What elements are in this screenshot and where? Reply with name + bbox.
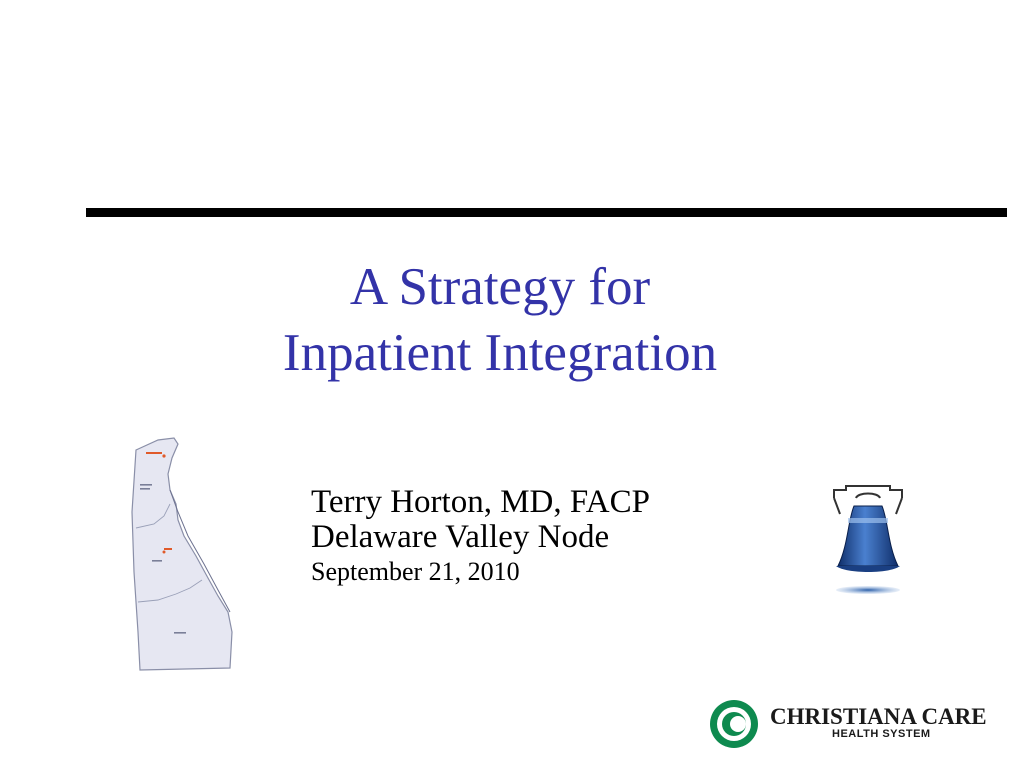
- presenter-info: [311, 485, 650, 589]
- logo-name-text: CHRISTIANA CARE: [770, 704, 987, 729]
- title-divider-rule: [86, 208, 1007, 217]
- christiana-care-logo-mark-icon: [708, 698, 760, 750]
- presenter-name: Terry Horton, MD, FACP: [311, 484, 650, 520]
- delaware-map-image: [118, 432, 238, 672]
- logo-subtitle-text: HEALTH SYSTEM: [832, 728, 931, 740]
- presenter-affiliation: Delaware Valley Node: [311, 519, 610, 555]
- presentation-date: September 21, 2010: [311, 557, 520, 586]
- christiana-care-logo: [708, 698, 987, 750]
- title-line-2: Inpatient Integration: [282, 324, 718, 382]
- title-line-1: A Strategy for: [349, 258, 651, 316]
- slide-title: [150, 254, 850, 386]
- liberty-bell-icon: [826, 484, 910, 596]
